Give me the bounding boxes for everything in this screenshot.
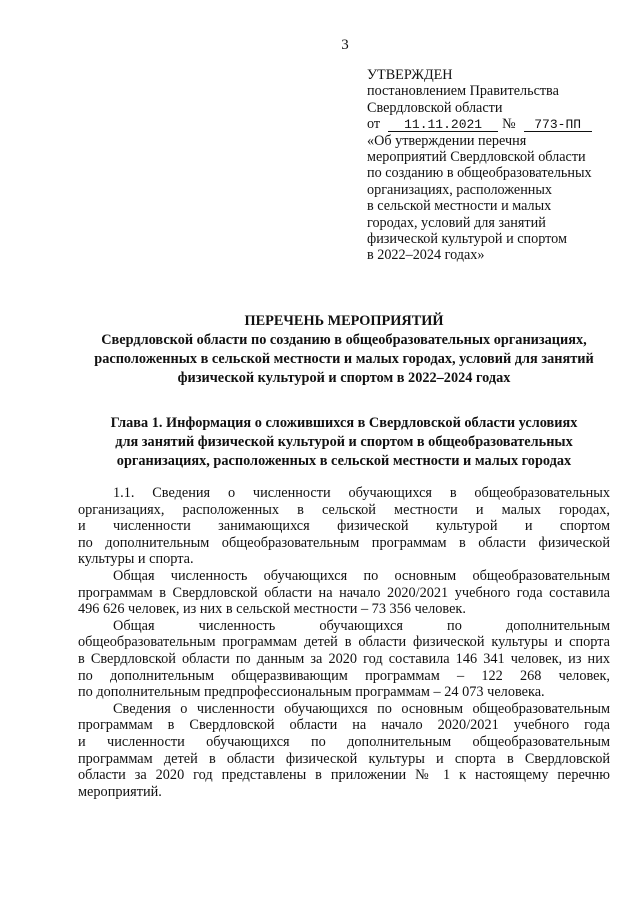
text-line: программам в Свердловской области на начало 2020/2021 учебного года составила: [78, 584, 610, 601]
number-label: №: [502, 116, 516, 133]
approval-subject-line: организациях, расположенных: [367, 181, 553, 198]
approval-line: постановлением Правительства: [367, 83, 559, 100]
approval-subject-line: городах, условий для занятий: [367, 214, 546, 231]
text-line: программам в Свердловской области на начало 2020/2021 учебного года: [78, 717, 610, 734]
approval-number: 773-ПП: [524, 118, 592, 132]
text-line: по дополнительным общеобразовательным программам в области физической: [78, 534, 610, 551]
title-heading: ПЕРЕЧЕНЬ МЕРОПРИЯТИЙ: [244, 313, 444, 329]
text-line: культуры и спорта.: [78, 551, 194, 568]
text-line: по дополнительным предпрофессиональным программам – 24 073 человека.: [78, 684, 545, 701]
approval-date-line: [367, 116, 617, 132]
text-line: программам детей в области физической культуры и спорта в Свердловской: [78, 750, 610, 767]
chapter-line: для занятий физической культурой и спортом в общеобразовательных: [115, 434, 573, 450]
from-label: от: [367, 116, 381, 133]
chapter-line: Глава 1. Информация о сложившихся в Свердловской области условиях: [110, 415, 578, 431]
approval-subject-line: физической культурой и спортом: [367, 231, 567, 248]
text-line: Сведения о численности обучающихся по основным общеобразовательным: [113, 700, 610, 717]
text-line: Общая численность обучающихся по дополнительным: [113, 617, 610, 634]
approval-subject-line: в 2022–2024 годах»: [367, 247, 485, 264]
paragraph: [78, 701, 610, 801]
text-line: мероприятий.: [78, 783, 162, 800]
approval-heading: УТВЕРЖДЕН: [367, 67, 453, 83]
approval-date: 11.11.2021: [388, 118, 498, 132]
approval-line: Свердловской области: [367, 99, 503, 116]
chapter-line: организациях, расположенных в сельской местности и малых городах: [116, 453, 572, 469]
text-line: области за 2020 год представлены в приложении № 1 к настоящему перечню: [78, 767, 610, 784]
text-line: организациях, расположенных в сельской местности и малых городах,: [78, 501, 610, 518]
text-line: Общая численность обучающихся по основным общеобразовательным: [113, 567, 610, 584]
text-line: по дополнительным общеразвивающим программам – 122 268 человек,: [78, 667, 610, 684]
title-line: Свердловской области по созданию в общеобразовательных организациях,: [101, 332, 587, 348]
approval-subject-line: по созданию в общеобразовательных: [367, 165, 592, 182]
title-line: физической культурой и спортом в 2022–2024 годах: [177, 370, 511, 386]
paragraph: [78, 485, 610, 568]
chapter-heading: [78, 414, 610, 471]
text-line: 1.1. Сведения о численности обучающихся в общеобразовательных: [113, 485, 610, 501]
title-line: расположенных в сельской местности и малых городах, условий для занятий: [94, 351, 594, 367]
text-line: в Свердловской области по данным за 2020 год составила 146 341 человек, из них: [78, 650, 610, 667]
approval-subject-line: мероприятий Свердловской области: [367, 149, 586, 166]
document-title: [78, 312, 610, 388]
paragraph: [78, 618, 610, 701]
approval-subject-line: в сельской местности и малых: [367, 198, 552, 215]
body-text: [78, 485, 610, 800]
approval-block: [367, 67, 617, 264]
text-line: 496 626 человек, из них в сельской местности – 73 356 человек.: [78, 601, 466, 618]
text-line: и численности занимающихся физической культурой и спортом: [78, 518, 610, 535]
page-number: 3: [341, 37, 349, 53]
paragraph: [78, 568, 610, 618]
text-line: общеобразовательным программам детей в области физической культуры и спорта: [78, 634, 610, 651]
approval-subject-line: «Об утверждении перечня: [367, 132, 527, 149]
text-line: и численности обучающихся по дополнительным общеобразовательным: [78, 733, 610, 750]
